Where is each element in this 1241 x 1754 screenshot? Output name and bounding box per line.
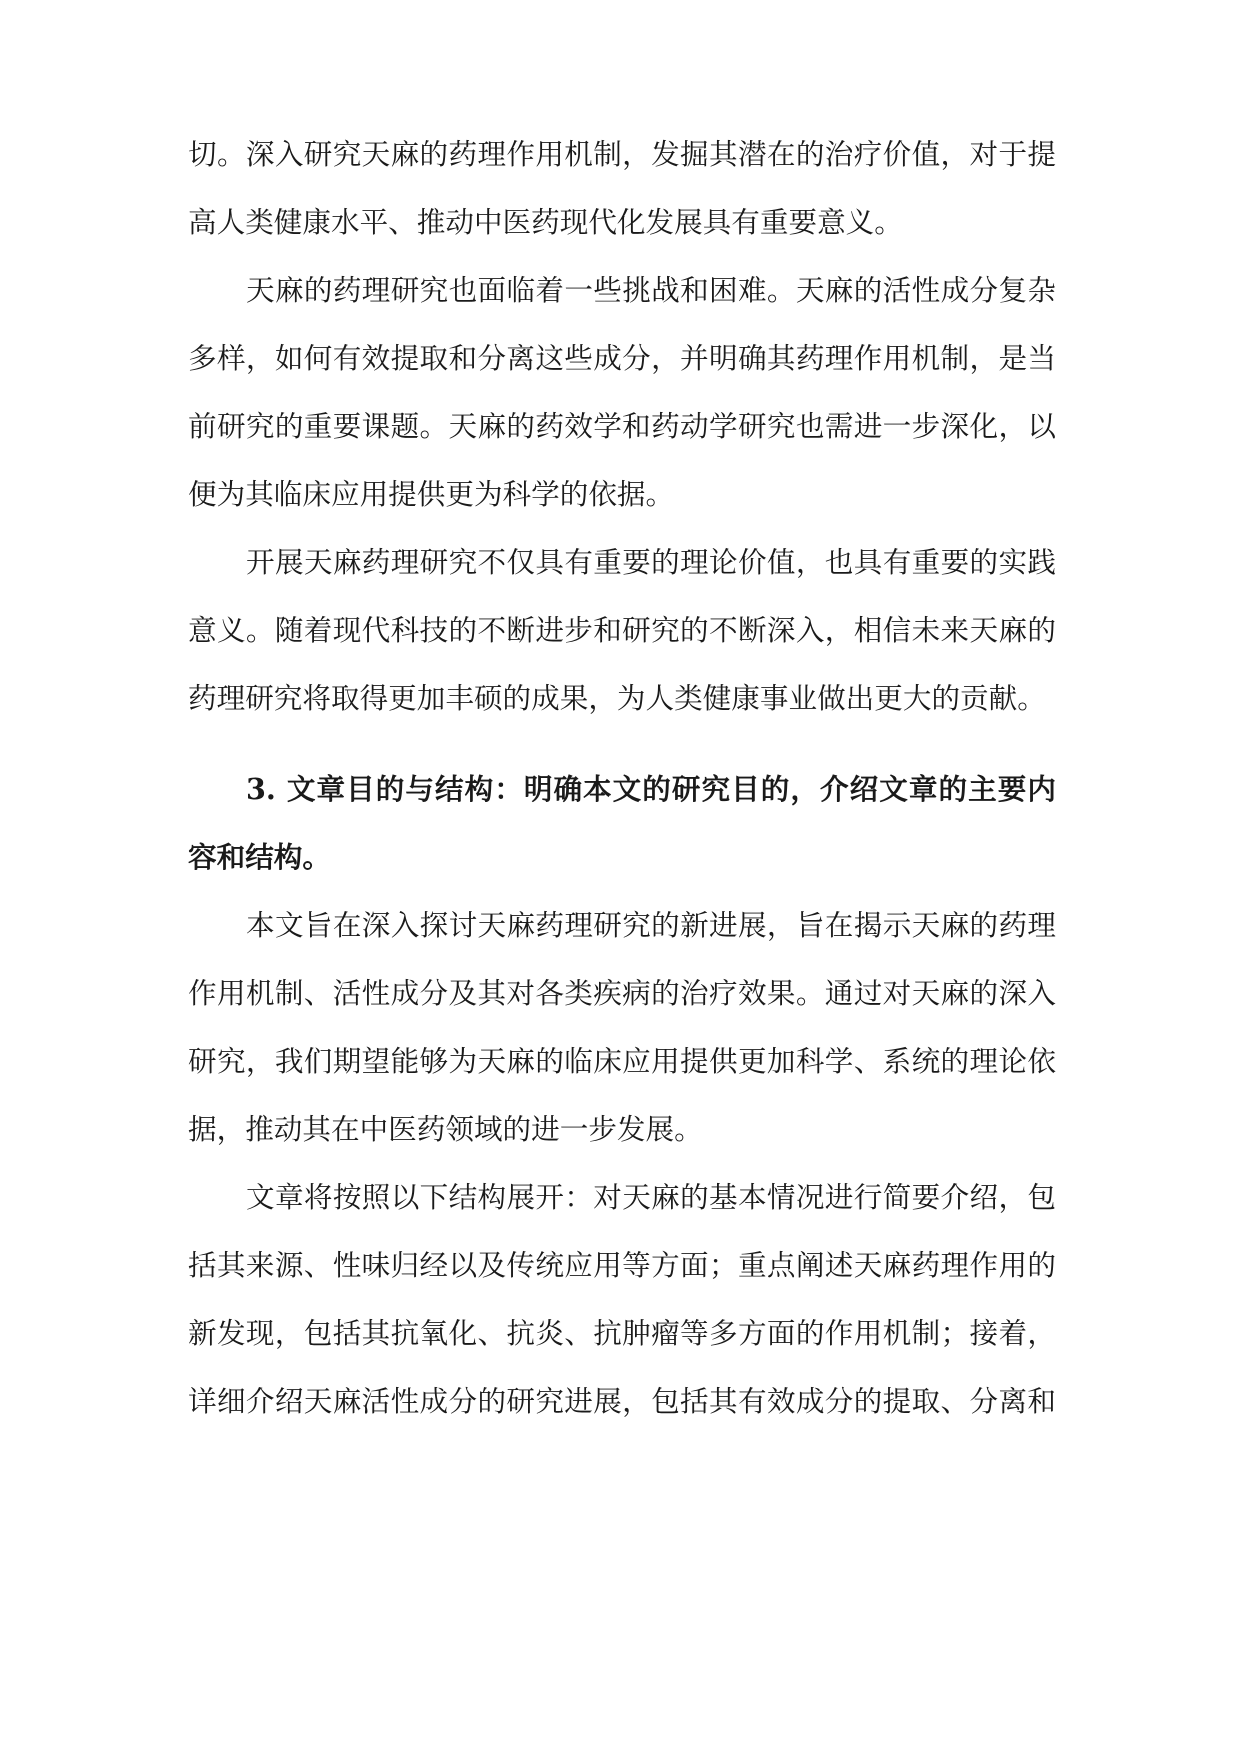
body-text-line: 本文旨在深入探讨天麻药理研究的新进展，旨在揭示天麻的药理 bbox=[246, 908, 1056, 942]
body-text-line: 前研究的重要课题。天麻的药效学和药动学研究也需进一步深化，以 bbox=[188, 409, 1056, 443]
body-text-line: 高人类健康水平、推动中医药现代化发展具有重要意义。 bbox=[188, 205, 903, 239]
body-text-line: 详细介绍天麻活性成分的研究进展，包括其有效成分的提取、分离和 bbox=[188, 1384, 1056, 1418]
body-text-line: 新发现，包括其抗氧化、抗炎、抗肿瘤等多方面的作用机制；接着， bbox=[188, 1316, 1056, 1350]
body-text-line: 括其来源、性味归经以及传统应用等方面；重点阐述天麻药理作用的 bbox=[188, 1248, 1056, 1282]
body-text-line: 文章将按照以下结构展开：对天麻的基本情况进行简要介绍，包 bbox=[246, 1180, 1056, 1214]
body-text-line: 作用机制、活性成分及其对各类疾病的治疗效果。通过对天麻的深入 bbox=[188, 976, 1056, 1010]
body-text-line: 据，推动其在中医药领域的进一步发展。 bbox=[188, 1112, 703, 1146]
body-text-line: 切。深入研究天麻的药理作用机制，发掘其潜在的治疗价值，对于提 bbox=[188, 137, 1056, 171]
body-text-line: 开展天麻药理研究不仅具有重要的理论价值，也具有重要的实践 bbox=[246, 545, 1056, 579]
body-text-line: 天麻的药理研究也面临着一些挑战和困难。天麻的活性成分复杂 bbox=[246, 273, 1056, 307]
section-heading: 容和结构。 bbox=[188, 840, 331, 874]
body-text-line: 药理研究将取得更加丰硕的成果，为人类健康事业做出更大的贡献。 bbox=[188, 681, 1046, 715]
section-heading: 3. 文章目的与结构：明确本文的研究目的，介绍文章的主要内 bbox=[246, 772, 1056, 806]
body-text-line: 研究，我们期望能够为天麻的临床应用提供更加科学、系统的理论依 bbox=[188, 1044, 1056, 1078]
body-text-line: 便为其临床应用提供更为科学的依据。 bbox=[188, 477, 675, 511]
document-page bbox=[188, 0, 1056, 1754]
body-text-line: 多样，如何有效提取和分离这些成分，并明确其药理作用机制，是当 bbox=[188, 341, 1056, 375]
body-text-line: 意义。随着现代科技的不断进步和研究的不断深入，相信未来天麻的 bbox=[188, 613, 1056, 647]
